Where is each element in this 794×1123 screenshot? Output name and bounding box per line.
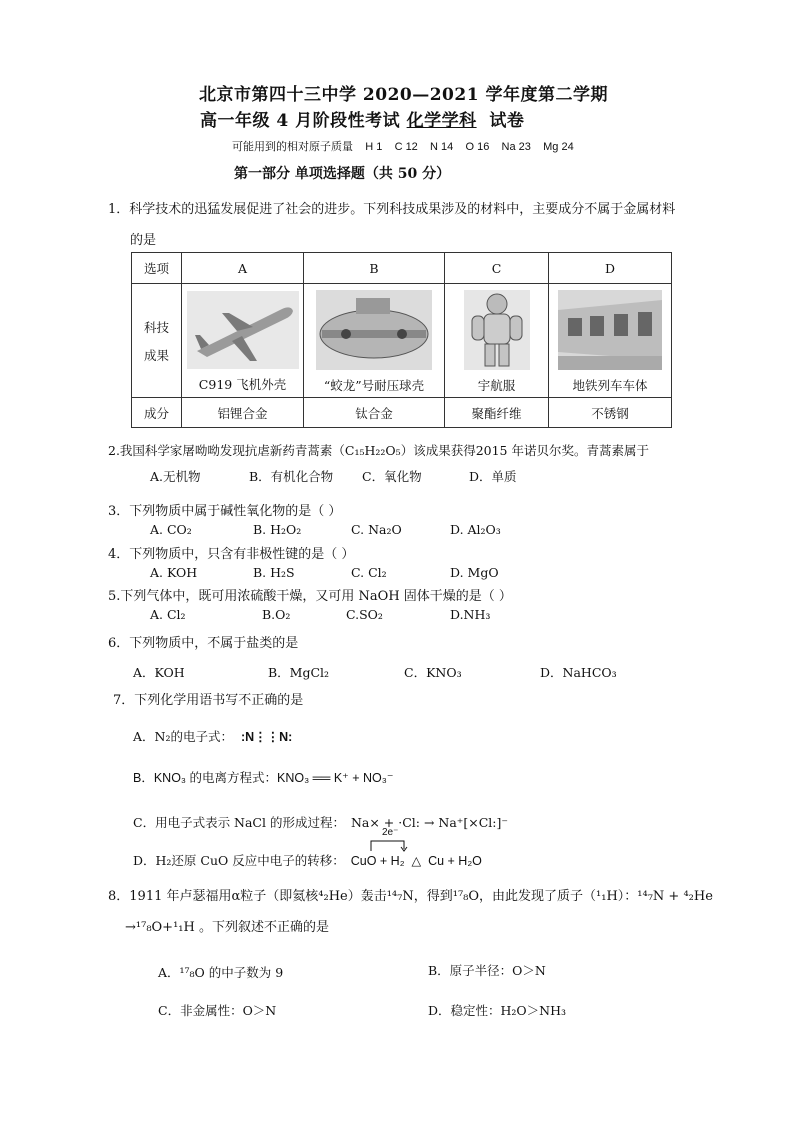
subtitle-subject: 化学学科 — [406, 111, 477, 131]
q2-stem: 2.我国科学家屠呦呦发现抗虐新药青蒿素（C₁₅H₂₂O₅）该成果获得2015 年诺贝尔奖。青蒿素属于 — [108, 443, 649, 458]
col-a-letter: A — [182, 253, 304, 284]
atomic-masses: 可能用到的相对原子质量 H 1 C 12 N 14 O 16 Na 23 Mg 24 — [232, 141, 574, 153]
q4-option-c: C. Cl₂ — [351, 565, 387, 580]
col-d-cell — [549, 284, 672, 398]
q1-table — [131, 252, 672, 428]
submersible-image — [316, 290, 432, 370]
q7-option-d — [133, 851, 482, 869]
q2-option-a: A.无机物 — [150, 469, 201, 484]
col-b-letter: B — [304, 253, 445, 284]
q8-option-c: C．非金属性：O＞N — [158, 1003, 277, 1018]
col-a-caption: C919 飞机外壳 — [198, 376, 287, 392]
q8-option-b: B．原子半径：O＞N — [428, 963, 546, 978]
col-c-letter: C — [445, 253, 549, 284]
q5-option-b: B.O₂ — [262, 607, 291, 622]
q3-option-d: D. Al₂O₃ — [450, 522, 501, 537]
q7-option-c — [133, 813, 508, 831]
q6-stem: 6．下列物质中，不属于盐类的是 — [108, 636, 299, 651]
col-c-caption: 宇航服 — [477, 377, 516, 393]
q7-option-d-formula: CuO + H₂ △ Cu + H₂O — [350, 854, 482, 868]
col-b-cell — [304, 284, 445, 398]
q2-option-c: C．氧化物 — [362, 469, 422, 484]
th-achievement: 科技 成果 — [132, 284, 182, 398]
col-b-comp: 钛合金 — [304, 398, 445, 428]
q7-option-b: B．KNO₃ 的电离方程式：KNO₃ ══ K⁺ + NO₃⁻ — [133, 771, 394, 785]
q1-stem: 1．科学技术的迅猛发展促进了社会的进步。下列科技成果涉及的材料中，主要成分不属于金属材料 — [108, 202, 676, 217]
q5-option-c: C.SO₂ — [346, 607, 383, 622]
col-c-cell — [445, 284, 549, 398]
q3-stem: 3．下列物质中属于碱性氧化物的是（ ） — [108, 504, 342, 519]
q2-option-b: B．有机化合物 — [249, 469, 334, 484]
q8-option-a: A．¹⁷₈O 的中子数为 9 — [158, 965, 284, 980]
q7-option-a-text: A．N₂的电子式： — [133, 729, 233, 744]
airplane-image — [187, 291, 299, 369]
q8-stem-cont: →¹⁷₈O+¹₁H 。下列叙述不正确的是 — [125, 920, 329, 935]
subtitle-part1: 高一年级 4 月阶段性考试 — [200, 111, 407, 131]
q7-option-c-formula: Na× + ·Cl: → Na⁺[×Cl:]⁻ — [350, 815, 508, 830]
th-option: 选项 — [132, 253, 182, 284]
q6-option-a: A．KOH — [133, 665, 185, 680]
col-a-comp: 铝锂合金 — [182, 398, 304, 428]
q6-option-c: C．KNO₃ — [404, 665, 462, 680]
q4-stem: 4．下列物质中，只含有非极性键的是（ ） — [108, 547, 355, 562]
col-d-caption: 地铁列车车体 — [572, 377, 648, 393]
q7-option-d-text: D．H₂还原 CuO 反应中电子的转移： — [133, 853, 345, 868]
q7-stem: 7．下列化学用语书写不正确的是 — [113, 693, 304, 708]
subtitle-part3: 试卷 — [476, 111, 525, 131]
spacesuit-image — [464, 290, 530, 370]
q5-stem: 5.下列气体中，既可用浓硫酸干燥，又可用 NaOH 固体干燥的是（ ） — [108, 589, 512, 604]
subway-train-image — [558, 290, 662, 370]
section-heading: 第一部分 单项选择题（共 50 分） — [234, 166, 451, 182]
q3-option-a: A. CO₂ — [150, 522, 192, 537]
col-d-comp: 不锈钢 — [549, 398, 672, 428]
q7-option-a — [133, 727, 292, 745]
q4-option-b: B. H₂S — [253, 565, 295, 580]
q1-stem-cont: 的是 — [130, 233, 157, 248]
q3-option-c: C. Na₂O — [351, 522, 402, 537]
th-composition: 成分 — [132, 398, 182, 428]
q8-option-d: D．稳定性：H₂O＞NH₃ — [428, 1003, 567, 1018]
electron-transfer-arrow — [368, 838, 408, 852]
q4-option-d: D. MgO — [450, 565, 499, 580]
q7-option-c-text: C．用电子式表示 NaCl 的形成过程： — [133, 815, 345, 830]
q7-d-electron-label: 2e⁻ — [382, 827, 399, 838]
q6-option-d: D．NaHCO₃ — [540, 665, 617, 680]
exam-title: 北京市第四十三中学 2020—2021 学年度第二学期 — [199, 85, 608, 105]
col-a-cell — [182, 284, 304, 398]
q3-option-b: B. H₂O₂ — [253, 522, 302, 537]
q4-option-a: A. KOH — [150, 565, 198, 580]
q6-option-b: B．MgCl₂ — [268, 665, 330, 680]
q8-stem: 8．1911 年卢瑟福用α粒子（即氦核⁴₂He）轰击¹⁴₇N，得到¹⁷₈O，由此发现了质子（¹₁H）：¹⁴₇N + ⁴₂He — [108, 889, 713, 904]
q7-option-a-formula: :N⋮⋮N: — [240, 730, 293, 744]
q5-option-d: D.NH₃ — [450, 607, 491, 622]
q5-option-a: A. Cl₂ — [150, 607, 186, 622]
q2-option-d: D．单质 — [469, 469, 517, 484]
exam-subtitle — [200, 106, 524, 131]
col-d-letter: D — [549, 253, 672, 284]
col-b-caption: “蛟龙”号耐压球壳 — [323, 377, 425, 393]
col-c-comp: 聚酯纤维 — [445, 398, 549, 428]
